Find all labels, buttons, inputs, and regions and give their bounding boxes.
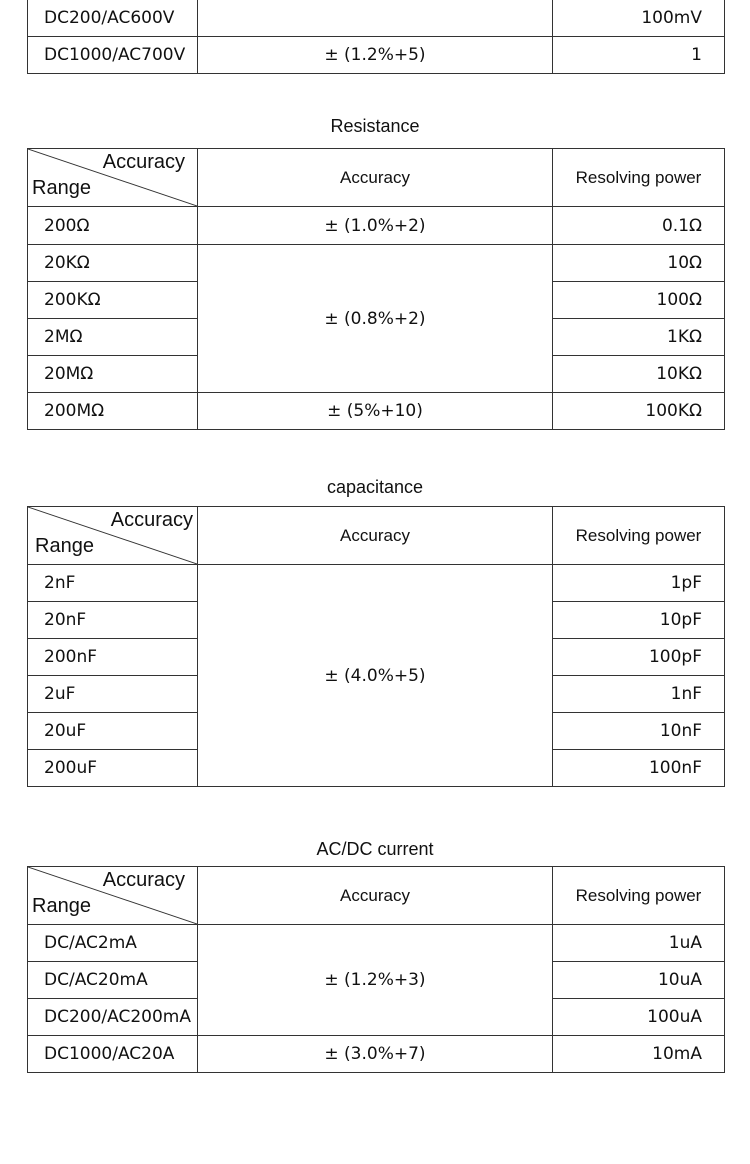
resolution-cell: 10pF [553,602,725,639]
resolution-cell: 1nF [553,676,725,713]
accuracy-cell: ± (1.2%+3) [198,925,553,1036]
table-header-row [28,149,725,207]
range-cell: 20nF [28,602,198,639]
range-cell: DC200/AC600V [28,0,198,37]
resolution-cell: 10uA [553,962,725,999]
accuracy-cell: ± (5%+10) [198,393,553,430]
resolution-cell: 100nF [553,750,725,787]
diag-range-label: Range [32,895,91,917]
accuracy-header: Accuracy [198,507,553,565]
capacitance-table [27,506,725,787]
resolution-cell: 100KΩ [553,393,725,430]
range-cell: 2uF [28,676,198,713]
range-cell: DC200/AC200mA [28,999,198,1036]
range-cell: 200KΩ [28,282,198,319]
resolution-cell: 1 [553,37,725,74]
range-cell: DC/AC2mA [28,925,198,962]
diag-accuracy-label: Accuracy [110,509,193,531]
resolution-cell: 1pF [553,565,725,602]
section-title-capacitance: capacitance [326,477,424,497]
resolution-cell: 100pF [553,639,725,676]
accuracy-cell: ± (3.0%+7) [198,1036,553,1073]
resistance-table [27,148,725,430]
range-cell: DC1000/AC20A [28,1036,198,1073]
table-row [28,393,725,430]
section-title-current: AC/DC current [316,839,434,859]
resolution-cell: 100uA [553,999,725,1036]
table-row [28,245,725,282]
diag-range-label: Range [32,177,91,199]
table-row [28,565,725,602]
diag-accuracy-label: Accuracy [102,869,185,891]
range-cell: 20uF [28,713,198,750]
range-cell: 200uF [28,750,198,787]
table-row [28,37,725,74]
table-row [28,925,725,962]
voltage-table-partial [27,0,725,74]
range-cell: 2nF [28,565,198,602]
resolution-cell: 10mA [553,1036,725,1073]
resolution-cell: 100mV [553,0,725,37]
accuracy-cell: ± (4.0%+5) [198,565,553,787]
accuracy-cell [198,0,553,37]
diag-accuracy-label: Accuracy [102,151,185,173]
resolution-cell: 0.1Ω [553,207,725,245]
resolution-cell: 10nF [553,713,725,750]
diagonal-header-cell [28,149,198,207]
table-row [28,207,725,245]
range-cell: 20MΩ [28,356,198,393]
accuracy-header: Accuracy [198,149,553,207]
resolution-cell: 1KΩ [553,319,725,356]
accuracy-cell: ± (1.0%+2) [198,207,553,245]
section-title-resistance: Resistance [330,116,420,136]
table-row [28,0,725,37]
resolution-cell: 100Ω [553,282,725,319]
accuracy-header: Accuracy [198,867,553,925]
range-cell: 20KΩ [28,245,198,282]
range-cell: DC/AC20mA [28,962,198,999]
range-cell: 200Ω [28,207,198,245]
table-header-row [28,867,725,925]
range-cell: 200nF [28,639,198,676]
range-cell: DC1000/AC700V [28,37,198,74]
table-header-row [28,507,725,565]
accuracy-cell: ± (0.8%+2) [198,245,553,393]
diagonal-header-cell [28,507,198,565]
resolution-header: Resolving power [553,867,725,925]
resolution-header: Resolving power [553,507,725,565]
diagonal-header-cell [28,867,198,925]
range-cell: 200MΩ [28,393,198,430]
resolution-cell: 10KΩ [553,356,725,393]
resolution-cell: 1uA [553,925,725,962]
current-table [27,866,725,1073]
range-cell: 2MΩ [28,319,198,356]
resolution-cell: 10Ω [553,245,725,282]
accuracy-cell: ± (1.2%+5) [198,37,553,74]
diag-range-label: Range [35,535,94,557]
resolution-header: Resolving power [553,149,725,207]
table-row [28,1036,725,1073]
